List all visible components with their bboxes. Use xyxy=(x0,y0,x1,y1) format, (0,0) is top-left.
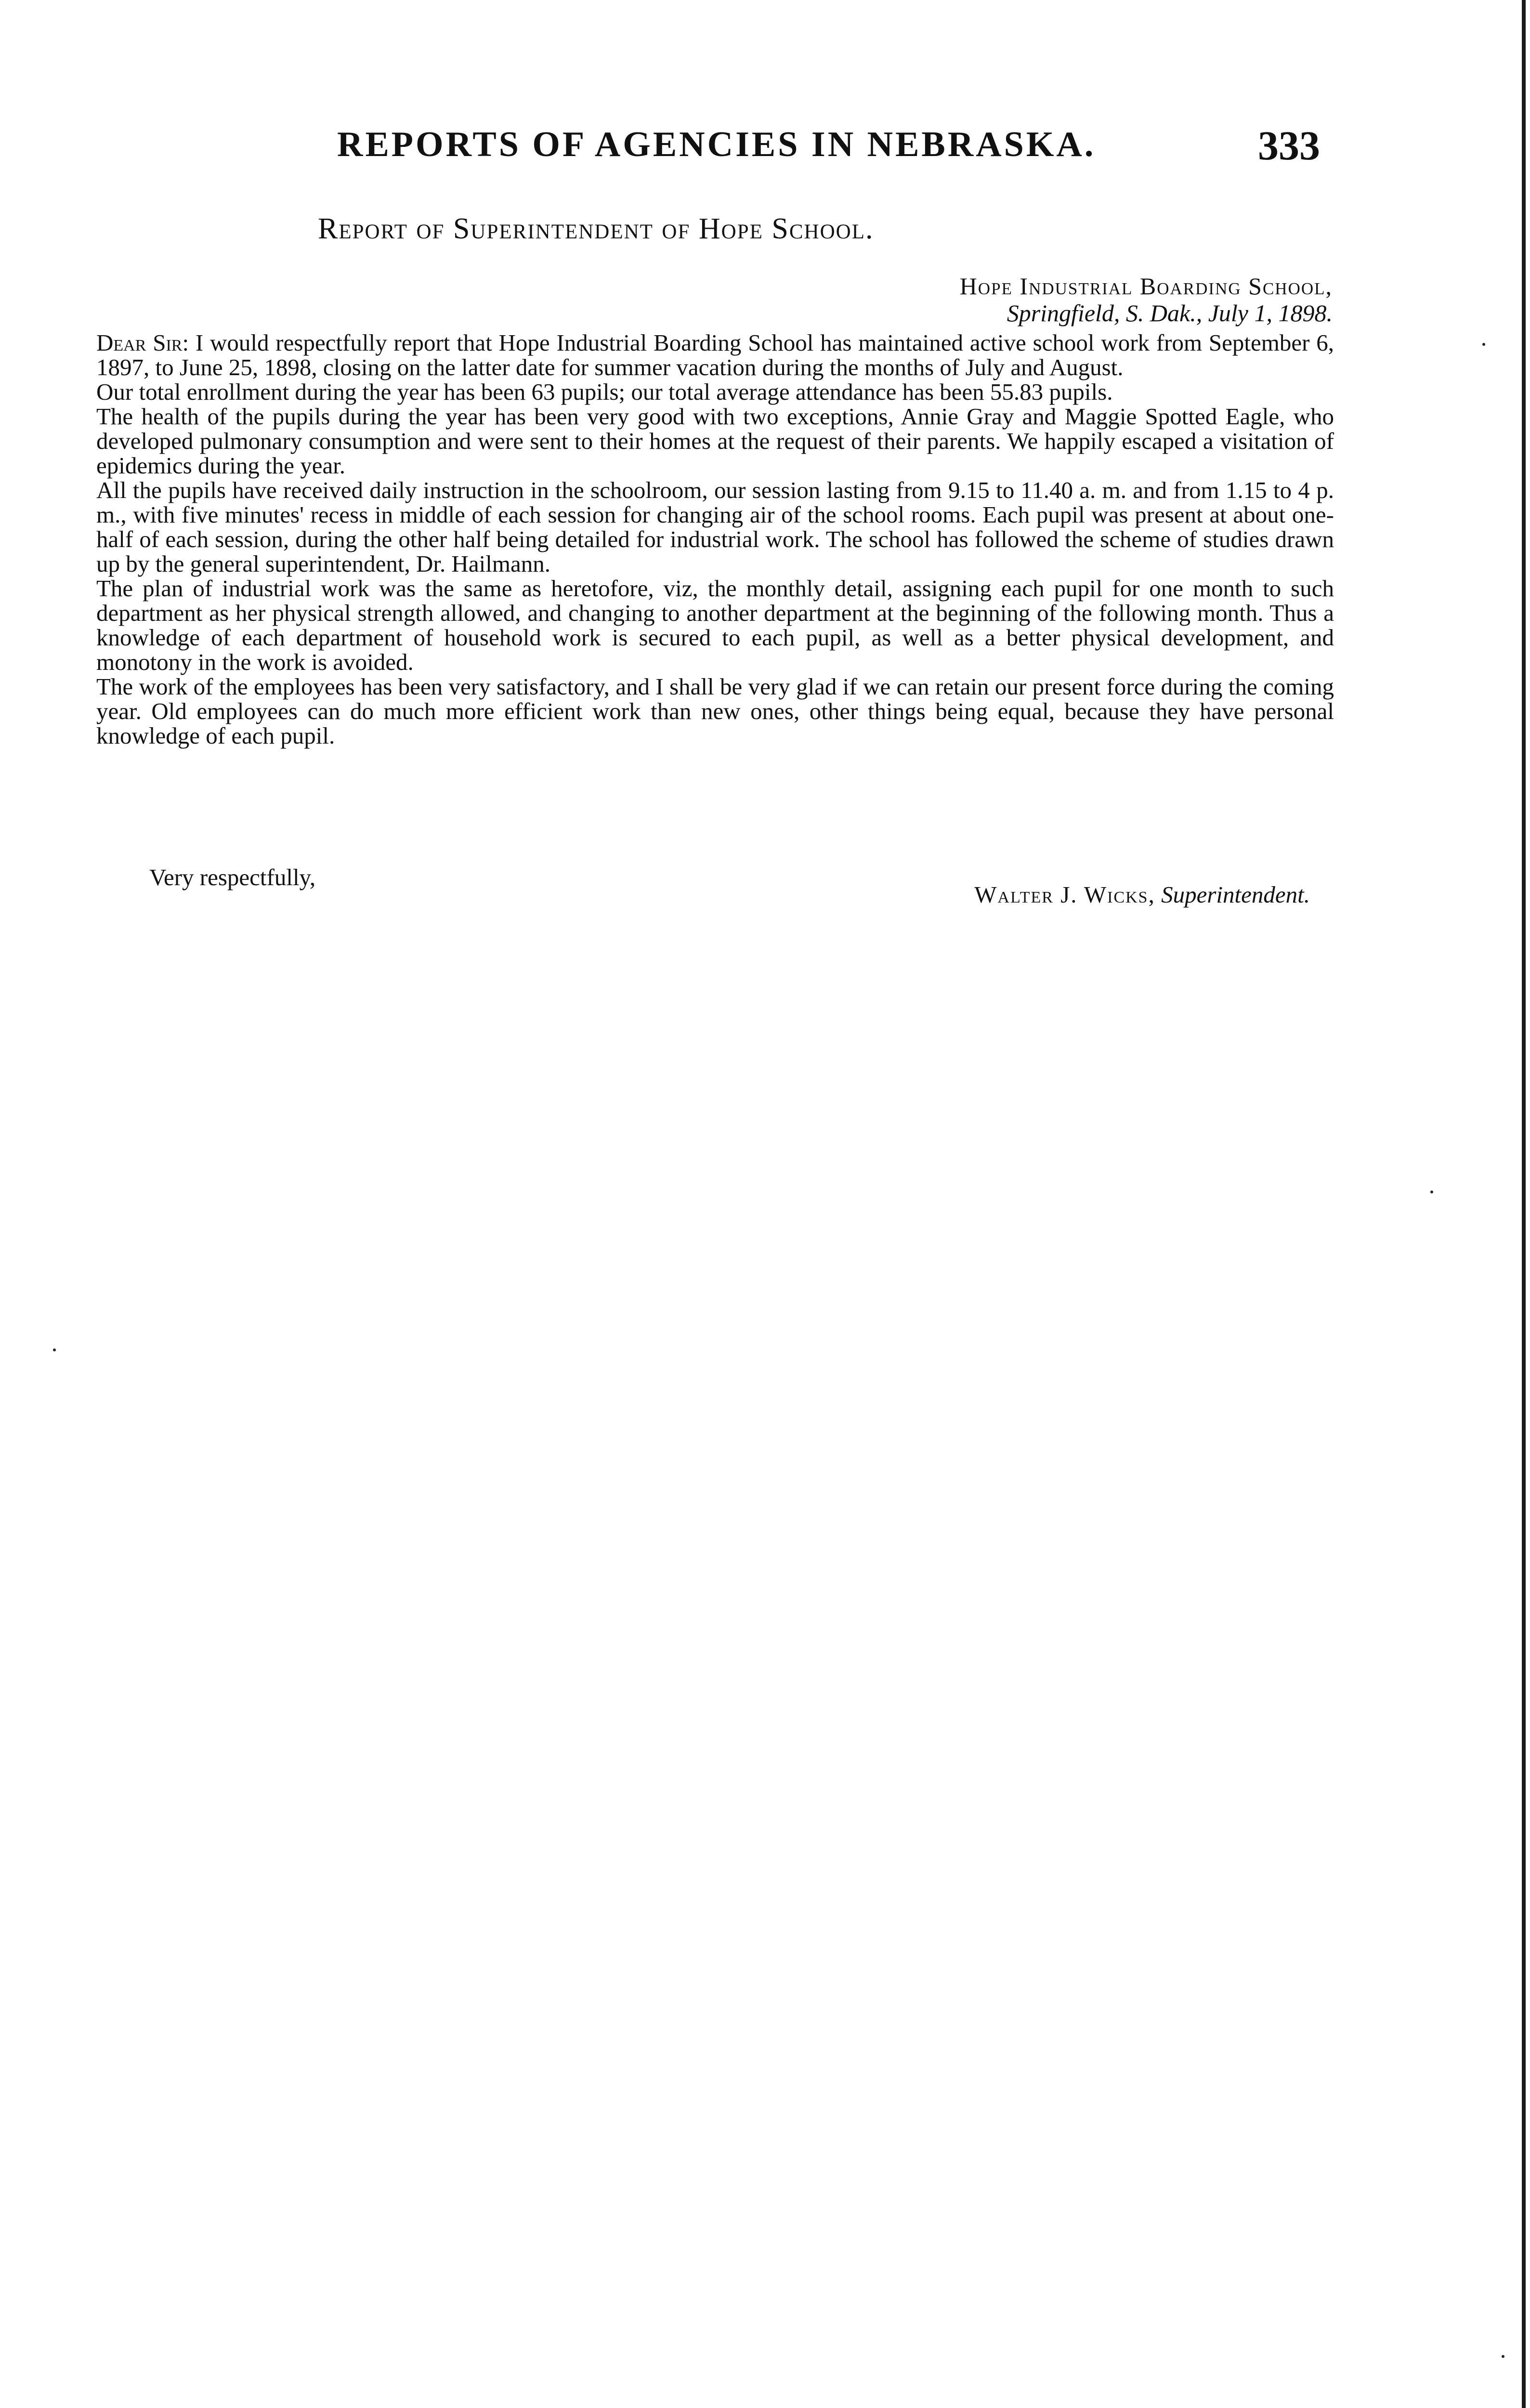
report-title: Report of Superintendent of Hope School. xyxy=(318,212,874,245)
salutation: Dear Sir: xyxy=(96,329,189,356)
paragraph-4: All the pupils have received daily instruction in the schoolroom, our session lasting from 9.15 to 11.40 a. m. and from 1.15 to 4 p. m., with five minutes' recess in middle of each session for changing air of the school rooms. Each pupil was present at about one-half of each session, during the other half being detailed for industrial work. The school has followed the scheme of studies drawn up by the general superintendent, Dr. Hailmann. xyxy=(96,477,1334,577)
closing-block xyxy=(96,864,1310,908)
paragraph-1-text: I would respectfully report that Hope Industrial Boarding School has maintained active school work from September 6, 1897, to June 25, 1898, closing on the latter date for summer vacation during the months of July and August. xyxy=(96,329,1334,380)
paragraph-1 xyxy=(96,330,1334,380)
scan-speck xyxy=(1430,1191,1433,1193)
signature-name: Walter J. Wicks, xyxy=(974,881,1155,908)
scan-speck xyxy=(53,1348,56,1351)
scan-speck xyxy=(1482,343,1485,346)
paragraph-5: The plan of industrial work was the same as heretofore, viz, the monthly detail, assigning each pupil for one month to such department as her physical strength allowed, and changing to another department at the beginning of the following month. Thus a knowledge of each department of household work is secured to each pupil, as well as a better physical development, and monotony in the work is avoided. xyxy=(96,575,1334,675)
running-head: REPORTS OF AGENCIES IN NEBRASKA. xyxy=(337,125,1096,164)
page-number: 333 xyxy=(1258,122,1320,169)
closing: Very respectfully, xyxy=(149,864,316,890)
dateline-school: Hope Industrial Boarding School, xyxy=(959,273,1333,300)
paragraph-3: The health of the pupils during the year has been very good with two exceptions, Annie Gray and Maggie Spotted Eagle, who developed pulmonary consumption and were sent to their homes at the request of their parents. We happily escaped a visitation of epidemics during the year. xyxy=(96,403,1334,479)
paragraph-2: Our total enrollment during the year has been 63 pupils; our total average attendance has been 55.83 pupils. xyxy=(96,379,1113,405)
dateline xyxy=(960,273,1333,327)
page-right-edge xyxy=(1522,0,1526,2408)
report-body xyxy=(96,330,1334,748)
paragraph-6: The work of the employees has been very satisfactory, and I shall be very glad if we can retain our present force during the coming year. Old employees can do much more efficient work than new ones, other things being equal, because they have personal knowledge of each pupil. xyxy=(96,673,1334,749)
scan-speck xyxy=(1502,2355,1504,2358)
signature xyxy=(974,881,1310,908)
dateline-place-date: Springfield, S. Dak., July 1, 1898. xyxy=(1007,300,1333,327)
signature-title: Superintendent. xyxy=(1161,881,1310,908)
